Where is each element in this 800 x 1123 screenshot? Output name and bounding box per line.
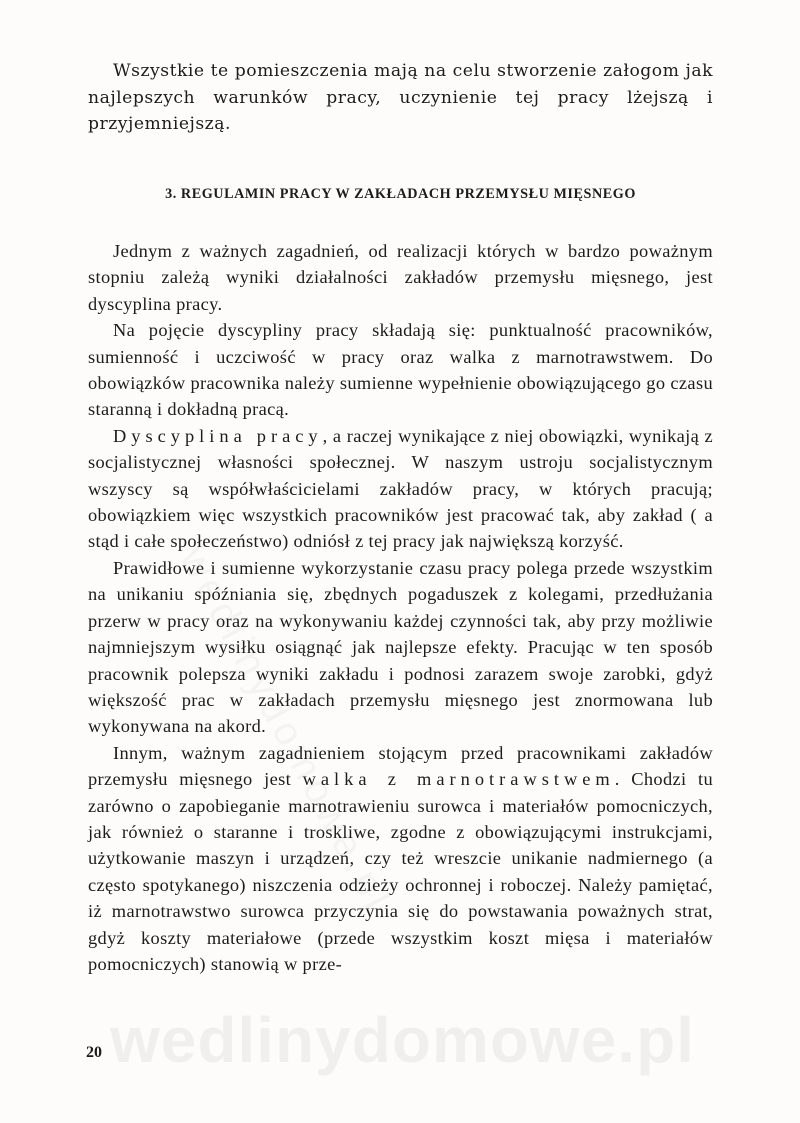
intro-paragraph: Wszystkie te pomieszczenia mają na celu stworzenie załogom jak najlepszych warunków pracy, uczynienie tej pracy lżejszą i przyjemniejszą. — [88, 61, 713, 135]
paragraph-3-text: , a raczej wynikające z niej obowiązki, wynikają z socjalistycznej własności społecznej. W naszym ustroju socjalistycznym wszyscy są współwłaścicielami zakładów pracy, w których pracują; obowiązkiem więc wszystkich pracowników jest pracować tak, aby zakład ( a stąd i całe społeczeństwo) odniósł z tej pracy jak największą korzyść. — [88, 425, 713, 552]
paragraph-4: Prawidłowe i sumienne wykorzystanie czasu pracy polega przede wszystkim na unikaniu spóźniania się, zbędnych pogaduszek z kolegami, przedłużania przerw w pracy oraz na wykonywaniu każdej czynności tak, aby przy możliwie najmniejszym wysiłku osiągnąć jak najlepsze efekty. Pracując w ten sposób pracownik polepsza wyniki zakładu i podnosi zarazem swoje zarobki, gdyż większość prac w zakładach przemysłu mięsnego jest znormowana lub wykonywana na akord. — [88, 557, 713, 737]
intro-block — [88, 58, 713, 138]
paragraph-1: Jednym z ważnych zagadnień, od realizacji których w bardzo poważnym stopniu zależą wyniki działalności zakładów przemysłu mięsnego, jest dyscyplina pracy. — [88, 241, 713, 314]
emphasis-discipline: Dyscyplina pracy — [113, 425, 323, 446]
emphasis-waste: walka z marnotrawstwem — [302, 769, 615, 790]
section-heading: 3. REGULAMIN PRACY W ZAKŁADACH PRZEMYSŁU MIĘSNEGO — [165, 186, 636, 202]
paragraph-5 — [88, 740, 713, 978]
paragraph-5-start: Innym, ważnym zagadnieniem stojącym przed pracownikami zakładów przemysłu mięsnego jest — [88, 742, 713, 790]
paragraph-2: Na pojęcie dyscypliny pracy składają się: punktualność pracowników, sumienność i uczciwość w pracy oraz walka z marnotrawstwem. Do obowiązków pracownika należy sumienne wypełnienie obowiązującego go czasu staranną i dokładną pracą. — [88, 320, 713, 420]
section-body — [88, 238, 713, 977]
paragraph-3 — [88, 423, 713, 555]
watermark: wedlinydomowe.pl — [110, 1004, 695, 1076]
page-number: 20 — [86, 1044, 102, 1061]
paragraph-5-text: . Chodzi tu zarówno o zapobieganie marnotrawieniu surowca i materiałów pomocniczych, jak również o staranne i troskliwe, zgodne z obowiązującymi instrukcjami, użytkowanie maszyn i urządzeń, czy też wreszcie unikanie nadmiernego (a często spotykanego) niszczenia odzieży ochronnej i roboczej. Należy pamiętać, iż marnotrawstwo surowca przyczynia się do powstawania poważnych strat, gdyż koszty materiałowe (przede wszystkim koszt mięsa i materiałów pomocniczych) stanowią w prze- — [88, 769, 714, 974]
